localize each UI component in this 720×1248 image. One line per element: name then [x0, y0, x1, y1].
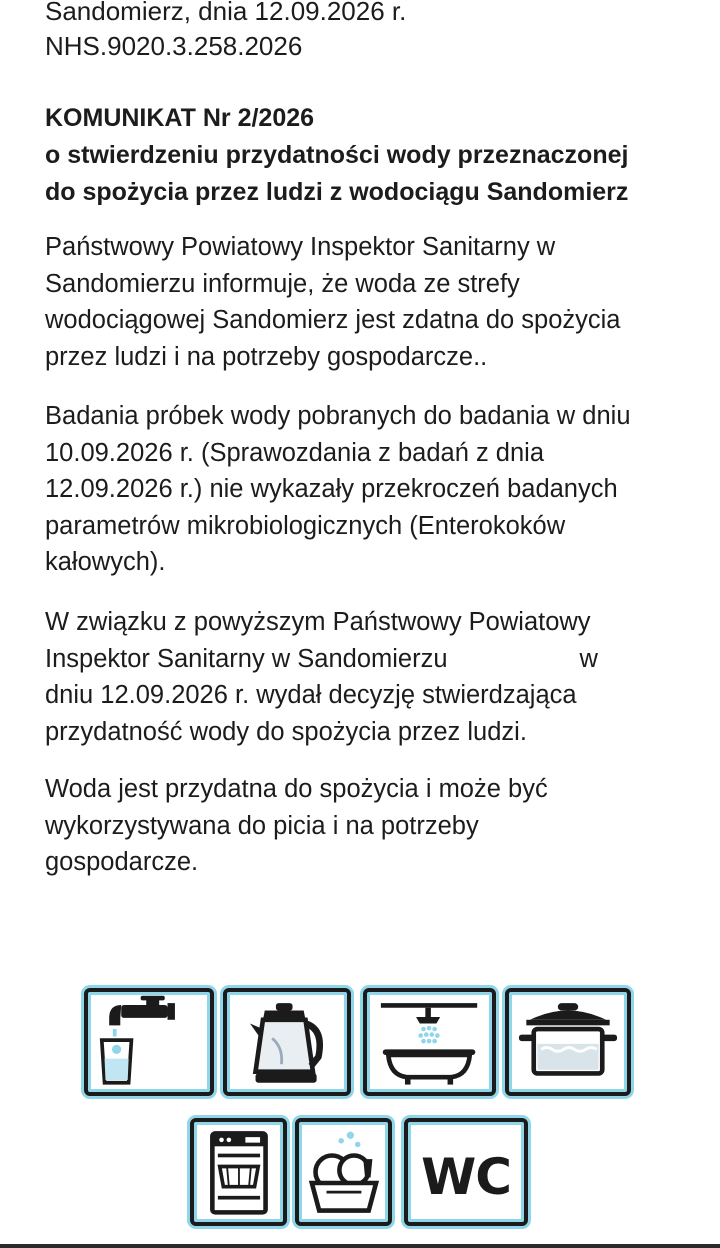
- tap-glass-icon: [84, 988, 214, 1096]
- bottom-edge: [0, 1244, 720, 1248]
- text-line: [45, 641, 598, 678]
- cooking-pot-icon: [505, 988, 631, 1096]
- paragraph-information: [45, 229, 621, 375]
- text-line: Woda jest przydatna do spożycia i może być: [45, 775, 548, 803]
- paragraph-conclusion: [45, 771, 548, 881]
- text-line: Państwowy Powiatowy Inspektor Sanitarny w: [45, 233, 556, 261]
- paragraph-test-results: [45, 398, 631, 581]
- text-line: Sandomierzu informuje, że woda ze strefy: [45, 269, 520, 298]
- title-line: o stwierdzeniu przydatności wody przeznaczonej: [45, 141, 629, 169]
- title-line: do spożycia przez ludzi z wodociągu Sandomierz: [45, 178, 629, 206]
- reference-number: NHS.9020.3.258.2026: [45, 31, 303, 61]
- dishwasher-icon: [190, 1118, 287, 1226]
- title-line: KOMUNIKAT Nr 2/2026: [45, 104, 315, 132]
- wc-icon: [404, 1118, 528, 1226]
- text-line: wykorzystywana do picia i na potrzeby: [45, 811, 479, 840]
- place-and-date: Sandomierz, dnia 12.09.2026 r.: [45, 0, 407, 26]
- text-line: 12.09.2026 r.) nie wykazały przekroczeń badanych: [45, 475, 618, 503]
- text-line: dniu 12.09.2026 r. wydał decyzję stwierdzająca: [45, 681, 577, 709]
- text-segment: Inspektor Sanitarny w Sandomierzu: [45, 644, 448, 673]
- text-line: W związku z powyższym Państwowy Powiatowy: [45, 608, 591, 636]
- notice-title: [45, 100, 628, 211]
- text-line: parametrów mikrobiologicznych (Enterokoków: [45, 511, 566, 540]
- text-segment: w: [579, 644, 598, 673]
- kettle-icon: [223, 988, 351, 1096]
- text-line: wodociągowej Sandomierz jest zdatna do spożycia: [45, 306, 621, 334]
- text-line: przydatność wody do spożycia przez ludzi.: [45, 717, 527, 746]
- text-line: przez ludzi i na potrzeby gospodarcze..: [45, 342, 488, 371]
- wc-label: WC: [421, 1148, 511, 1206]
- text-line: kałowych).: [45, 548, 166, 576]
- dish-washing-icon: [295, 1118, 392, 1226]
- text-line: 10.09.2026 r. (Sprawozdania z badań z dnia: [45, 438, 545, 467]
- text-line: gospodarcze.: [45, 848, 199, 876]
- text-line: Badania próbek wody pobranych do badania w dniu: [45, 402, 631, 430]
- shower-bath-icon: [363, 988, 496, 1096]
- paragraph-decision: [45, 604, 598, 750]
